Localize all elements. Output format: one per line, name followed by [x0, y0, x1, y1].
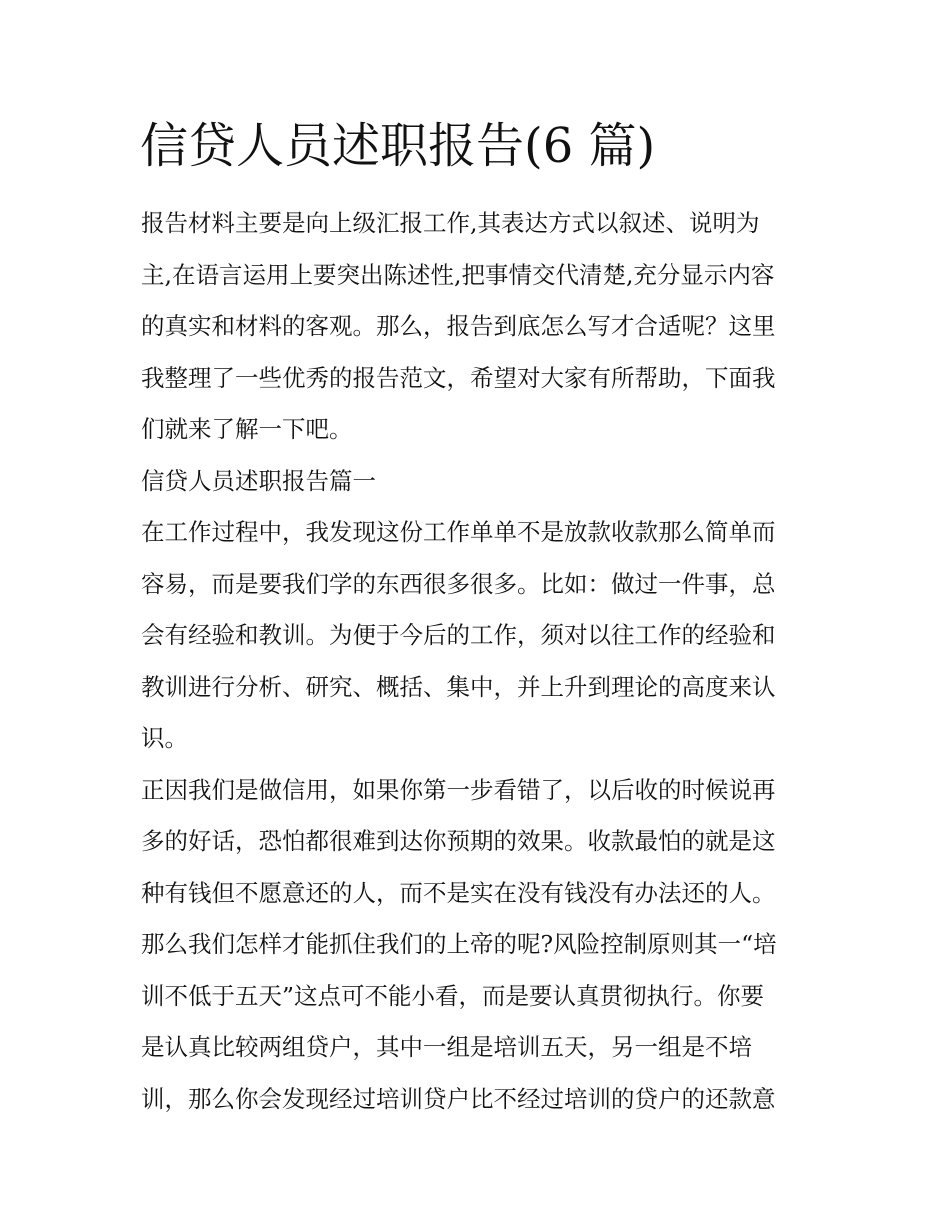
text-line: 会有经验和教训。为便于今后的工作，须对以往工作的经验和 [141, 621, 776, 649]
text-line: 们就来了解一下吧。 [141, 415, 353, 443]
text-line: 我整理了一些优秀的报告范文，希望对大家有所帮助，下面我 [141, 363, 776, 392]
text-line: 是认真比较两组贷户，其中一组是培训五天，另一组是不培 [141, 1033, 752, 1061]
document-body [141, 198, 813, 1125]
text-line: 正因我们是做信用，如果你第一步看错了，以后收的时候说再 [141, 775, 776, 804]
text-line: 训不低于五天”这点可不能小看，而是要认真贯彻执行。你要 [141, 981, 765, 1010]
text-line: 教训进行分析、研究、概括、集中，并上升到理论的高度来认 [141, 672, 776, 701]
section-heading: 信贷人员述职报告篇一 [141, 466, 376, 495]
text-line: 主,在语言运用上要突出陈述性,把事情交代清楚,充分显示内容 [141, 260, 775, 289]
text-line: 在工作过程中，我发现这份工作单单不是放款收款那么简单而 [141, 518, 776, 546]
text-line: 那么我们怎样才能抓住我们的上帝的呢?风险控制原则其一“培 [141, 930, 777, 958]
text-line: 训，那么你会发现经过培训贷户比不经过培训的贷户的还款意 [141, 1084, 776, 1113]
text-line: 的真实和材料的客观。那么，报告到底怎么写才合适呢？这里 [141, 312, 776, 340]
text-line: 多的好话，恐怕都很难到达你预期的效果。收款最怕的就是这 [141, 827, 776, 855]
document-title: 信贷人员述职报告(6 篇) [140, 118, 656, 174]
text-line: 识。 [141, 724, 188, 752]
text-line: 报告材料主要是向上级汇报工作,其表达方式以叙述、说明为 [141, 209, 760, 237]
text-line: 种有钱但不愿意还的人，而不是实在没有钱没有办法还的人。 [141, 878, 776, 907]
text-line: 容易，而是要我们学的东西很多很多。比如：做过一件事，总 [141, 569, 776, 598]
